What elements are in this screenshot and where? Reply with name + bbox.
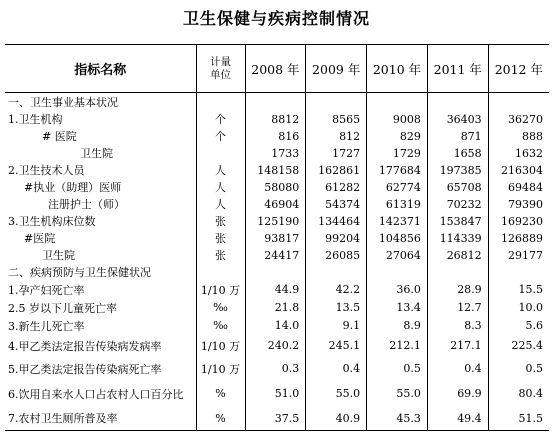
row-label: 卫生院 bbox=[42, 249, 75, 262]
value-cell: 51.5 bbox=[488, 407, 549, 431]
table-row bbox=[5, 128, 549, 145]
page-title: 卫生保健与疾病控制情况 bbox=[182, 9, 370, 28]
value-cell: 36270 bbox=[488, 111, 549, 128]
value-cell: 153847 bbox=[427, 213, 488, 230]
row-unit: 张 bbox=[196, 213, 245, 230]
value-cell bbox=[306, 264, 367, 281]
row-label: 7.农村卫生厕所普及率 bbox=[5, 407, 196, 431]
value-cell: 55.0 bbox=[367, 381, 428, 407]
value-cell: 1632 bbox=[488, 145, 549, 162]
value-cell: 37.5 bbox=[245, 407, 306, 431]
row-label: 二、疾病预防与卫生保健状况 bbox=[8, 266, 151, 279]
row-label: #执业（助理）医师 bbox=[24, 181, 122, 194]
value-cell: 80.4 bbox=[488, 381, 549, 407]
row-label: 一、卫生事业基本状况 bbox=[8, 95, 118, 109]
row-unit: ‰ bbox=[196, 299, 245, 317]
value-cell: 44.9 bbox=[245, 281, 306, 299]
value-cell: 28.9 bbox=[427, 281, 488, 299]
value-cell: 125190 bbox=[245, 213, 306, 230]
value-cell: 15.5 bbox=[488, 281, 549, 299]
value-cell: 240.2 bbox=[245, 335, 306, 357]
table-row bbox=[5, 111, 549, 128]
value-cell: 162861 bbox=[306, 162, 367, 179]
value-cell bbox=[427, 264, 488, 281]
value-cell: 12.7 bbox=[427, 299, 488, 317]
value-cell: 217.1 bbox=[427, 335, 488, 357]
row-label: 2.卫生技术人员 bbox=[8, 164, 85, 177]
value-cell: 29177 bbox=[488, 247, 549, 264]
value-cell: 871 bbox=[427, 128, 488, 145]
row-unit: 人 bbox=[196, 196, 245, 213]
value-cell: 65708 bbox=[427, 179, 488, 196]
value-cell bbox=[306, 93, 367, 111]
table-row bbox=[5, 247, 549, 264]
column-header-2009: 2009 年 bbox=[306, 45, 367, 93]
table-row bbox=[5, 357, 549, 381]
value-cell: 36.0 bbox=[367, 281, 428, 299]
value-cell: 5.6 bbox=[488, 317, 549, 335]
value-cell: 26812 bbox=[427, 247, 488, 264]
value-cell: 9.1 bbox=[306, 317, 367, 335]
row-unit bbox=[196, 145, 245, 162]
value-cell: 8812 bbox=[245, 111, 306, 128]
value-cell: 0.5 bbox=[488, 357, 549, 381]
value-cell: 142371 bbox=[367, 213, 428, 230]
row-unit: % bbox=[196, 407, 245, 431]
row-label: 1.卫生机构 bbox=[8, 113, 63, 126]
value-cell: 177684 bbox=[367, 162, 428, 179]
table-row bbox=[5, 93, 549, 111]
value-cell: 62774 bbox=[367, 179, 428, 196]
column-header-2008: 2008 年 bbox=[245, 45, 306, 93]
row-label: 卫生院 bbox=[80, 147, 113, 160]
value-cell: 0.3 bbox=[245, 357, 306, 381]
table-row bbox=[5, 299, 549, 317]
table-row bbox=[5, 335, 549, 357]
value-cell: 26085 bbox=[306, 247, 367, 264]
row-unit: % bbox=[196, 381, 245, 407]
value-cell: 8.9 bbox=[367, 317, 428, 335]
column-header-2011: 2011 年 bbox=[427, 45, 488, 93]
unit-header-line1: 计量 bbox=[210, 55, 231, 68]
table-body bbox=[5, 93, 549, 431]
value-cell: 1727 bbox=[306, 145, 367, 162]
row-label: 4.甲乙类法定报告传染病发病率 bbox=[8, 339, 162, 353]
value-cell: 45.3 bbox=[367, 407, 428, 431]
value-cell: 99204 bbox=[306, 230, 367, 247]
value-cell: 51.0 bbox=[245, 381, 306, 407]
value-cell: 14.0 bbox=[245, 317, 306, 335]
value-cell: 829 bbox=[367, 128, 428, 145]
row-unit: 人 bbox=[196, 179, 245, 196]
header-row bbox=[5, 45, 549, 93]
value-cell bbox=[488, 264, 549, 281]
value-cell: 0.4 bbox=[306, 357, 367, 381]
value-cell: 13.5 bbox=[306, 299, 367, 317]
value-cell: 13.4 bbox=[367, 299, 428, 317]
value-cell: 79390 bbox=[488, 196, 549, 213]
value-cell: 54374 bbox=[306, 196, 367, 213]
value-cell bbox=[245, 264, 306, 281]
table-row bbox=[5, 281, 549, 299]
table-row bbox=[5, 179, 549, 196]
value-cell: 1658 bbox=[427, 145, 488, 162]
table-row bbox=[5, 264, 549, 281]
row-label: 6.饮用自来水人口占农村人口百分比 bbox=[8, 387, 184, 401]
health-stats-table bbox=[5, 44, 549, 431]
row-unit bbox=[196, 264, 245, 281]
value-cell: 114339 bbox=[427, 230, 488, 247]
value-cell: 197385 bbox=[427, 162, 488, 179]
table-row bbox=[5, 213, 549, 230]
value-cell: 148158 bbox=[245, 162, 306, 179]
row-unit: 个 bbox=[196, 111, 245, 128]
row-label: # 医院 bbox=[42, 130, 77, 143]
value-cell: 216304 bbox=[488, 162, 549, 179]
row-unit: 张 bbox=[196, 247, 245, 264]
value-cell: 212.1 bbox=[367, 335, 428, 357]
value-cell: 1729 bbox=[367, 145, 428, 162]
row-unit: 1/10 万 bbox=[196, 335, 245, 357]
table-row bbox=[5, 145, 549, 162]
value-cell: 27064 bbox=[367, 247, 428, 264]
column-header-indicator: 指标名称 bbox=[5, 45, 196, 93]
value-cell: 8.3 bbox=[427, 317, 488, 335]
value-cell: 40.9 bbox=[306, 407, 367, 431]
value-cell: 61319 bbox=[367, 196, 428, 213]
value-cell: 1733 bbox=[245, 145, 306, 162]
value-cell bbox=[488, 93, 549, 111]
value-cell: 245.1 bbox=[306, 335, 367, 357]
row-label: 2.5 岁以下儿童死亡率 bbox=[8, 301, 117, 315]
value-cell: 61282 bbox=[306, 179, 367, 196]
row-label: 5.甲乙类法定报告传染病死亡率 bbox=[8, 362, 162, 376]
value-cell: 10.0 bbox=[488, 299, 549, 317]
value-cell: 58080 bbox=[245, 179, 306, 196]
value-cell bbox=[245, 93, 306, 111]
table-row bbox=[5, 317, 549, 335]
row-unit: 1/10 万 bbox=[196, 357, 245, 381]
row-unit: 人 bbox=[196, 162, 245, 179]
value-cell: 812 bbox=[306, 128, 367, 145]
column-header-unit bbox=[196, 45, 245, 93]
value-cell: 816 bbox=[245, 128, 306, 145]
value-cell: 225.4 bbox=[488, 335, 549, 357]
value-cell: 169230 bbox=[488, 213, 549, 230]
value-cell: 55.0 bbox=[306, 381, 367, 407]
table-row bbox=[5, 381, 549, 407]
value-cell: 46904 bbox=[245, 196, 306, 213]
value-cell: 24417 bbox=[245, 247, 306, 264]
value-cell: 36403 bbox=[427, 111, 488, 128]
column-header-2010: 2010 年 bbox=[367, 45, 428, 93]
row-unit: ‰ bbox=[196, 317, 245, 335]
table-row bbox=[5, 162, 549, 179]
value-cell: 42.2 bbox=[306, 281, 367, 299]
column-header-2012: 2012 年 bbox=[488, 45, 549, 93]
row-unit: 个 bbox=[196, 128, 245, 145]
value-cell: 134464 bbox=[306, 213, 367, 230]
value-cell bbox=[367, 264, 428, 281]
value-cell: 69484 bbox=[488, 179, 549, 196]
value-cell: 888 bbox=[488, 128, 549, 145]
row-unit: 张 bbox=[196, 230, 245, 247]
value-cell: 9008 bbox=[367, 111, 428, 128]
value-cell: 49.4 bbox=[427, 407, 488, 431]
row-label: #医院 bbox=[24, 232, 56, 245]
table-row bbox=[5, 230, 549, 247]
value-cell: 70232 bbox=[427, 196, 488, 213]
value-cell: 21.8 bbox=[245, 299, 306, 317]
value-cell: 126889 bbox=[488, 230, 549, 247]
row-label: 注册护士（师） bbox=[48, 198, 125, 211]
row-unit: 1/10 万 bbox=[196, 281, 245, 299]
table-row bbox=[5, 407, 549, 431]
row-label: 3.卫生机构床位数 bbox=[8, 215, 96, 228]
value-cell bbox=[427, 93, 488, 111]
value-cell: 69.9 bbox=[427, 381, 488, 407]
row-unit bbox=[196, 93, 245, 111]
row-label: 1.孕产妇死亡率 bbox=[8, 283, 85, 297]
value-cell: 8565 bbox=[306, 111, 367, 128]
value-cell: 0.5 bbox=[367, 357, 428, 381]
unit-header-line2: 单位 bbox=[210, 68, 231, 81]
value-cell: 0.4 bbox=[427, 357, 488, 381]
table-row bbox=[5, 196, 549, 213]
value-cell bbox=[367, 93, 428, 111]
row-label: 3.新生儿死亡率 bbox=[8, 319, 85, 333]
value-cell: 93817 bbox=[245, 230, 306, 247]
value-cell: 104856 bbox=[367, 230, 428, 247]
